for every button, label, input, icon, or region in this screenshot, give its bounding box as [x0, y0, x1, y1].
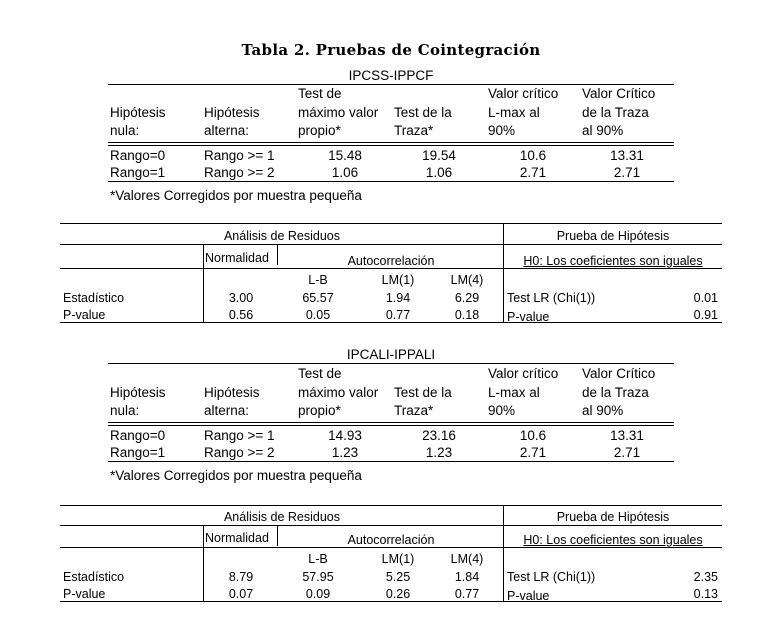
- pair-label: IPCALI-IPPALI: [346, 347, 436, 362]
- col-header-alt-1: Hipótesis: [204, 105, 260, 120]
- cell-lm4: 6.29: [454, 291, 480, 305]
- test-label: P-value: [507, 310, 550, 324]
- col-header-maxeig-2: máximo valor: [298, 105, 379, 120]
- row-cvmax: 2.71: [519, 445, 547, 460]
- vertical-divider: [503, 223, 504, 323]
- divider: [60, 322, 722, 323]
- h0-statement: H0: Los coeficientes son iguales: [523, 254, 703, 268]
- col-header-lb: L-B: [308, 552, 328, 566]
- col-header-cvmax-3: 90%: [488, 403, 516, 418]
- col-header-cvtrace-2: de la Traza: [582, 105, 649, 120]
- col-header-lm4: LM(4): [450, 273, 484, 287]
- col-header-lm4: LM(4): [450, 552, 484, 566]
- col-header-lm1: LM(1): [381, 273, 415, 287]
- row-cvmax: 2.71: [519, 165, 547, 180]
- col-header-null-2: nula:: [110, 123, 140, 138]
- row-alt: Rango >= 2: [204, 445, 275, 460]
- row-cvmax: 10.6: [519, 428, 547, 443]
- autocorr-header: Autocorrelación: [347, 254, 435, 268]
- divider: [60, 244, 722, 245]
- col-header-cvmax-1: Valor crítico: [488, 366, 559, 381]
- divider: [60, 223, 722, 224]
- cell-normalidad: 0.56: [228, 308, 254, 322]
- divider: [60, 268, 722, 269]
- row-cvmax: 10.6: [519, 148, 547, 163]
- col-header-maxeig-3: propio*: [298, 403, 341, 418]
- col-header-cvmax-2: L-max al: [488, 385, 540, 400]
- row-trace: 23.16: [422, 428, 456, 443]
- section-residuos: Análisis de Residuos: [223, 510, 341, 524]
- test-value: 0.13: [693, 587, 718, 601]
- row-alt: Rango >= 1: [204, 428, 275, 443]
- divider: [108, 422, 674, 423]
- divider: [60, 525, 722, 526]
- row-cvtrace: 13.31: [610, 148, 644, 163]
- test-label: Test LR (Chi(1)): [507, 570, 596, 584]
- row-null: Rango=0: [110, 148, 166, 163]
- col-header-cvtrace-1: Valor Crítico: [582, 86, 656, 101]
- divider: [108, 461, 674, 462]
- autocorr-header: Autocorrelación: [347, 533, 435, 547]
- cell-lm1: 0.77: [385, 308, 411, 322]
- cell-normalidad: 8.79: [228, 570, 254, 584]
- col-header-null-2: nula:: [110, 403, 140, 418]
- col-header-maxeig-3: propio*: [298, 123, 341, 138]
- row-trace: 19.54: [422, 148, 456, 163]
- footnote: *Valores Corregidos por muestra pequeña: [110, 188, 362, 203]
- col-header-alt-2: alterna:: [204, 123, 250, 138]
- normalidad-header: Normalidad: [205, 251, 269, 265]
- col-header-alt-2: alterna:: [204, 403, 250, 418]
- col-header-cvtrace-2: de la Traza: [582, 385, 649, 400]
- row-alt: Rango >= 2: [204, 165, 275, 180]
- row-cvtrace: 2.71: [613, 165, 641, 180]
- col-header-trace-1: Test de la: [394, 385, 452, 400]
- col-header-maxeig-1: Test de: [298, 366, 342, 381]
- row-label: Estadístico: [63, 570, 125, 584]
- row-maxeig: 1.06: [331, 165, 359, 180]
- col-header-alt-1: Hipótesis: [204, 385, 260, 400]
- row-maxeig: 15.48: [328, 148, 362, 163]
- col-header-trace-2: Traza*: [394, 403, 434, 418]
- divider: [108, 363, 674, 364]
- col-header-cvmax-1: Valor crítico: [488, 86, 559, 101]
- normalidad-header: Normalidad: [205, 531, 269, 545]
- row-null: Rango=1: [110, 165, 166, 180]
- divider: [60, 547, 722, 548]
- col-header-null-1: Hipótesis: [110, 105, 166, 120]
- cell-lm4: 0.18: [454, 308, 480, 322]
- pair-label: IPCSS-IPPCF: [348, 68, 434, 83]
- section-hipotesis: Prueba de Hipótesis: [556, 510, 670, 524]
- col-header-lb: L-B: [308, 273, 328, 287]
- footnote: *Valores Corregidos por muestra pequeña: [110, 468, 362, 483]
- test-value: 0.91: [693, 308, 718, 322]
- test-label: Test LR (Chi(1)): [507, 291, 596, 305]
- col-header-trace-2: Traza*: [394, 123, 434, 138]
- cell-lm1: 0.26: [385, 587, 411, 601]
- test-value: 0.01: [693, 291, 718, 305]
- document-title: Tabla 2. Pruebas de Cointegración: [241, 41, 541, 59]
- row-label: P-value: [63, 587, 106, 601]
- divider: [60, 601, 722, 602]
- row-cvtrace: 13.31: [610, 428, 644, 443]
- col-header-lm1: LM(1): [381, 552, 415, 566]
- row-cvtrace: 2.71: [613, 445, 641, 460]
- test-label: P-value: [507, 589, 550, 603]
- row-null: Rango=0: [110, 428, 166, 443]
- section-hipotesis: Prueba de Hipótesis: [556, 229, 670, 243]
- row-label: P-value: [63, 308, 106, 322]
- row-maxeig: 14.93: [328, 428, 362, 443]
- cell-lm4: 1.84: [454, 570, 480, 584]
- row-maxeig: 1.23: [331, 445, 359, 460]
- col-header-maxeig-2: máximo valor: [298, 385, 379, 400]
- row-alt: Rango >= 1: [204, 148, 275, 163]
- h0-statement: H0: Los coeficientes son iguales: [523, 533, 703, 547]
- divider: [108, 145, 674, 146]
- vertical-divider: [503, 505, 504, 601]
- row-trace: 1.06: [425, 165, 453, 180]
- divider: [60, 505, 722, 506]
- divider: [108, 425, 674, 426]
- col-header-null-1: Hipótesis: [110, 385, 166, 400]
- row-trace: 1.23: [425, 445, 453, 460]
- section-residuos: Análisis de Residuos: [223, 229, 341, 243]
- col-header-cvtrace-3: al 90%: [582, 403, 624, 418]
- vertical-divider: [277, 244, 278, 265]
- cell-normalidad: 0.07: [228, 587, 254, 601]
- divider: [108, 142, 674, 143]
- col-header-cvtrace-1: Valor Crítico: [582, 366, 656, 381]
- vertical-divider: [277, 525, 278, 546]
- cell-lb: 65.57: [302, 291, 334, 305]
- cell-lb: 0.05: [305, 308, 331, 322]
- divider: [108, 181, 674, 182]
- cell-lb: 0.09: [305, 587, 331, 601]
- cell-lm4: 0.77: [454, 587, 480, 601]
- col-header-cvmax-3: 90%: [488, 123, 516, 138]
- row-null: Rango=1: [110, 445, 166, 460]
- col-header-trace-1: Test de la: [394, 105, 452, 120]
- cell-normalidad: 3.00: [228, 291, 254, 305]
- cell-lm1: 1.94: [385, 291, 411, 305]
- col-header-cvtrace-3: al 90%: [582, 123, 624, 138]
- col-header-cvmax-2: L-max al: [488, 105, 540, 120]
- cell-lb: 57.95: [302, 570, 334, 584]
- test-value: 2.35: [693, 570, 718, 584]
- cell-lm1: 5.25: [385, 570, 411, 584]
- row-label: Estadístico: [63, 291, 125, 305]
- col-header-maxeig-1: Test de: [298, 86, 342, 101]
